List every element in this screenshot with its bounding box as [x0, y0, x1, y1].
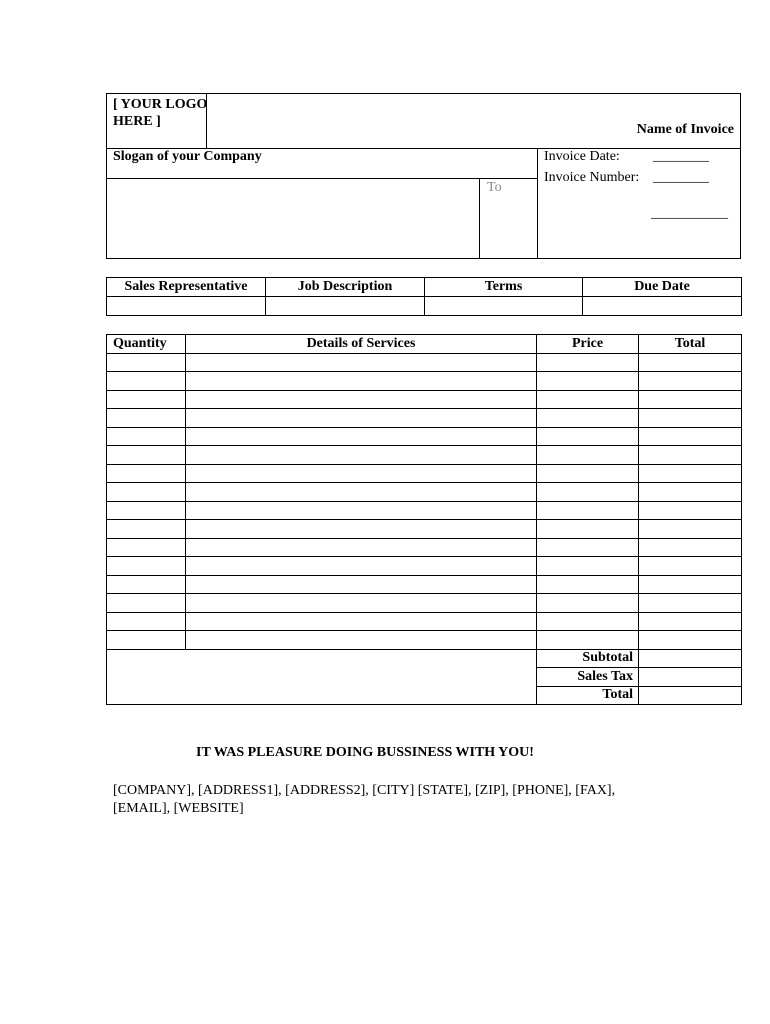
table-row — [107, 594, 742, 613]
table-row — [107, 353, 742, 372]
total-cell[interactable] — [639, 390, 742, 409]
total-cell[interactable] — [639, 446, 742, 465]
column-header-job-description: Job Description — [266, 278, 425, 297]
details-cell[interactable] — [186, 594, 537, 613]
details-cell[interactable] — [186, 520, 537, 539]
price-cell[interactable] — [537, 501, 639, 520]
divider — [537, 148, 538, 258]
job-info-table — [106, 277, 742, 316]
price-cell[interactable] — [537, 631, 639, 650]
details-cell[interactable] — [186, 557, 537, 576]
total-cell[interactable] — [639, 409, 742, 428]
price-cell[interactable] — [537, 594, 639, 613]
divider — [479, 178, 480, 258]
invoice-date-field[interactable]: ________ — [653, 149, 709, 164]
summary-blank-area — [107, 649, 537, 705]
invoice-header — [106, 93, 741, 259]
total-cell[interactable] — [639, 538, 742, 557]
due-date-cell[interactable] — [583, 297, 742, 316]
quantity-cell[interactable] — [107, 483, 186, 502]
summary-value-cell[interactable] — [639, 649, 742, 668]
divider — [107, 178, 537, 179]
company-slogan: Slogan of your Company — [113, 149, 262, 164]
sales-rep-cell[interactable] — [107, 297, 266, 316]
quantity-cell[interactable] — [107, 631, 186, 650]
services-table — [106, 334, 742, 705]
closing-message: IT WAS PLEASURE DOING BUSSINESS WITH YOU! — [196, 745, 534, 760]
quantity-cell[interactable] — [107, 612, 186, 631]
details-cell[interactable] — [186, 631, 537, 650]
summary-value-cell[interactable] — [639, 668, 742, 687]
column-header-details: Details of Services — [186, 335, 537, 354]
quantity-cell[interactable] — [107, 538, 186, 557]
details-cell[interactable] — [186, 390, 537, 409]
quantity-cell[interactable] — [107, 390, 186, 409]
details-cell[interactable] — [186, 372, 537, 391]
table-row — [107, 390, 742, 409]
quantity-cell[interactable] — [107, 427, 186, 446]
price-cell[interactable] — [537, 446, 639, 465]
details-cell[interactable] — [186, 446, 537, 465]
total-cell[interactable] — [639, 631, 742, 650]
price-cell[interactable] — [537, 612, 639, 631]
quantity-cell[interactable] — [107, 501, 186, 520]
quantity-cell[interactable] — [107, 372, 186, 391]
price-cell[interactable] — [537, 390, 639, 409]
quantity-cell[interactable] — [107, 353, 186, 372]
column-header-due-date: Due Date — [583, 278, 742, 297]
summary-label: Subtotal — [537, 649, 639, 668]
invoice-date-label: Invoice Date: — [544, 149, 620, 164]
total-cell[interactable] — [639, 594, 742, 613]
quantity-cell[interactable] — [107, 520, 186, 539]
table-row — [107, 557, 742, 576]
price-cell[interactable] — [537, 427, 639, 446]
table-row — [107, 409, 742, 428]
column-header-quantity: Quantity — [107, 335, 186, 354]
total-cell[interactable] — [639, 501, 742, 520]
summary-label: Total — [537, 686, 639, 705]
price-cell[interactable] — [537, 372, 639, 391]
total-cell[interactable] — [639, 353, 742, 372]
details-cell[interactable] — [186, 409, 537, 428]
details-cell[interactable] — [186, 464, 537, 483]
job-description-cell[interactable] — [266, 297, 425, 316]
quantity-cell[interactable] — [107, 575, 186, 594]
logo-cell — [107, 94, 207, 148]
summary-label: Sales Tax — [537, 668, 639, 687]
summary-value-cell[interactable] — [639, 686, 742, 705]
table-row — [107, 575, 742, 594]
column-header-price: Price — [537, 335, 639, 354]
table-row — [107, 631, 742, 650]
table-row — [107, 501, 742, 520]
price-cell[interactable] — [537, 464, 639, 483]
total-cell[interactable] — [639, 612, 742, 631]
total-cell[interactable] — [639, 520, 742, 539]
quantity-cell[interactable] — [107, 446, 186, 465]
table-row — [107, 520, 742, 539]
quantity-cell[interactable] — [107, 557, 186, 576]
details-cell[interactable] — [186, 575, 537, 594]
price-cell[interactable] — [537, 483, 639, 502]
summary-row — [107, 649, 742, 668]
details-cell[interactable] — [186, 538, 537, 557]
table-row — [107, 446, 742, 465]
table-header-row — [107, 278, 742, 297]
blank-field[interactable]: ___________ — [651, 206, 728, 221]
table-row — [107, 538, 742, 557]
price-cell[interactable] — [537, 538, 639, 557]
table-row — [107, 464, 742, 483]
price-cell[interactable] — [537, 557, 639, 576]
total-cell[interactable] — [639, 427, 742, 446]
table-row — [107, 297, 742, 316]
total-cell[interactable] — [639, 483, 742, 502]
company-contact-info: [COMPANY], [ADDRESS1], [ADDRESS2], [CITY] [STATE], [ZIP], [PHONE], [FAX], [EMAIL], [WEBSITE] — [113, 783, 616, 816]
quantity-cell[interactable] — [107, 594, 186, 613]
column-header-total: Total — [639, 335, 742, 354]
quantity-cell[interactable] — [107, 409, 186, 428]
details-cell[interactable] — [186, 353, 537, 372]
logo-placeholder: [ YOUR LOGO HERE ] — [113, 97, 208, 129]
total-cell[interactable] — [639, 557, 742, 576]
column-header-sales-rep: Sales Representative — [107, 278, 266, 297]
invoice-name: Name of Invoice — [636, 122, 734, 137]
details-cell[interactable] — [186, 501, 537, 520]
column-header-terms: Terms — [425, 278, 583, 297]
to-label: To — [487, 180, 502, 195]
price-cell[interactable] — [537, 409, 639, 428]
table-row — [107, 483, 742, 502]
invoice-number-label: Invoice Number: — [544, 170, 640, 185]
details-cell[interactable] — [186, 427, 537, 446]
terms-cell[interactable] — [425, 297, 583, 316]
price-cell[interactable] — [537, 520, 639, 539]
table-header-row — [107, 335, 742, 354]
total-cell[interactable] — [639, 575, 742, 594]
price-cell[interactable] — [537, 353, 639, 372]
invoice-number-field[interactable]: ________ — [653, 170, 709, 185]
table-row — [107, 427, 742, 446]
table-row — [107, 612, 742, 631]
table-row — [107, 372, 742, 391]
price-cell[interactable] — [537, 575, 639, 594]
total-cell[interactable] — [639, 464, 742, 483]
details-cell[interactable] — [186, 612, 537, 631]
details-cell[interactable] — [186, 483, 537, 502]
total-cell[interactable] — [639, 372, 742, 391]
quantity-cell[interactable] — [107, 464, 186, 483]
